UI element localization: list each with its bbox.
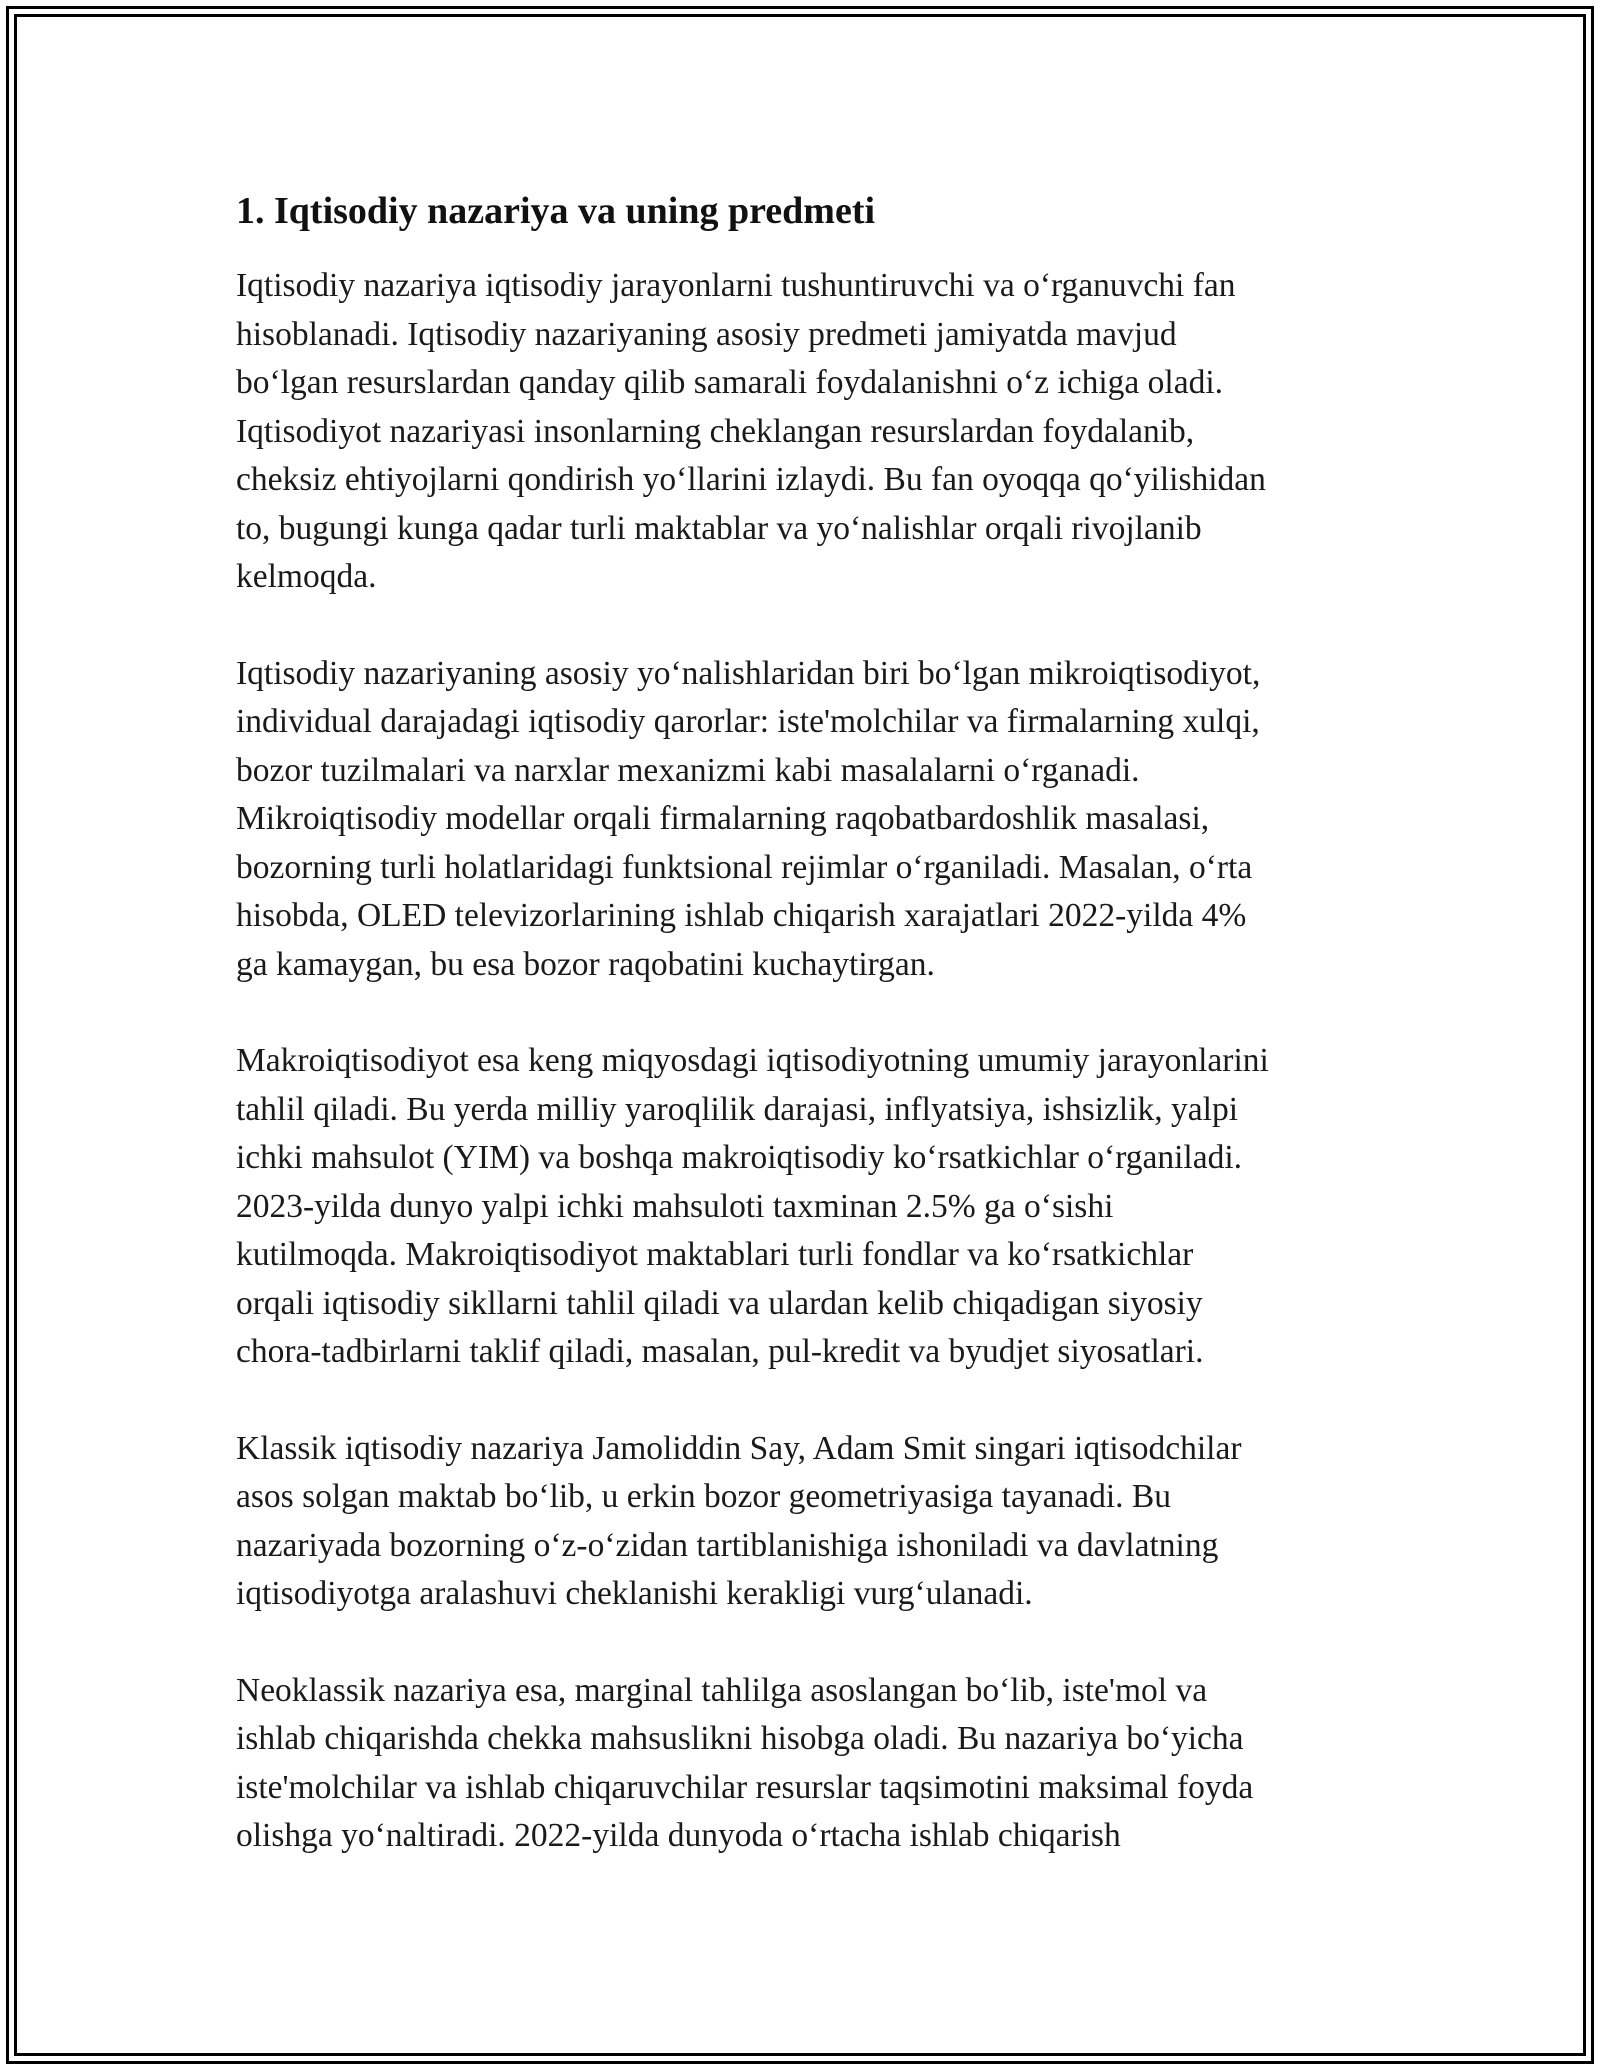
paragraph-macroeconomics: Makroiqtisodiyot esa keng miqyosdagi iqtisodiyotning umumiy jarayonlarini tahlil qiladi. Bu yerda milliy yaroqlilik darajasi, inflyatsiya, ishsizlik, yalpi ichki mahsulot (YIM) va boshqa makroiqtisodiy ko‘rsatkichlar o‘rganiladi. 2023-yilda dunyo yalpi ichki mahsuloti taxminan 2.5% ga o‘sishi kutilmoqda. Makroiqtisodiyot maktablari turli fondlar va ko‘rsatkichlar orqali iqtisodiy sikllarni tahlil qiladi va ulardan kelib chiqadigan siyosiy chora-tadbirlarni taklif qiladi, masalan, pul-kredit va byudjet siyosatlari. bbox=[236, 1042, 1269, 1370]
paragraph-intro: Iqtisodiy nazariya iqtisodiy jarayonlarni tushuntiruvchi va o‘rganuvchi fan hisoblanadi. Iqtisodiy nazariyaning asosiy predmeti jamiyatda mavjud bo‘lgan resurslardan qanday qilib samarali foydalanishni o‘z ichiga oladi. Iqtisodiyot nazariyasi insonlarning cheklangan resurslardan foydalanib, cheksiz ehtiyojlarni qondirish yo‘llarini izlaydi. Bu fan oyoqqa qo‘yilishidan to, bugungi kunga qadar turli maktablar va yo‘nalishlar orqali rivojlanib kelmoqda. bbox=[236, 267, 1266, 595]
paragraph-microeconomics: Iqtisodiy nazariyaning asosiy yo‘nalishlaridan biri bo‘lgan mikroiqtisodiyot, individual darajadagi iqtisodiy qarorlar: iste'molchilar va firmalarning xulqi, bozor tuzilmalari va narxlar mexanizmi kabi masalalarni o‘rganadi. Mikroiqtisodiy modellar orqali firmalarning raqobatbardoshlik masalasi, bozorning turli holatlaridagi funktsional rejimlar o‘rganiladi. Masalan, o‘rta hisobda, OLED televizorlarining ishlab chiqarish xarajatlari 2022-yilda 4% ga kamaygan, bu esa bozor raqobatini kuchaytirgan. bbox=[236, 654, 1261, 983]
paragraph-classical-theory: Klassik iqtisodiy nazariya Jamoliddin Say, Adam Smit singari iqtisodchilar asos solgan maktab bo‘lib, u erkin bozor geometriyasiga tayanadi. Bu nazariyada bozorning o‘z-o‘zidan tartiblanishiga ishoniladi va davlatning iqtisodiyotga aralashuvi cheklanishi kerakligi vurg‘ulanadi. bbox=[236, 1429, 1242, 1612]
section-title: 1. Iqtisodiy nazariya va uning predmeti bbox=[236, 190, 876, 232]
paragraph-neoclassical-theory: Neoklassik nazariya esa, marginal tahlilga asoslangan bo‘lib, iste'mol va ishlab chiqarishda chekka mahsuslikni hisobga oladi. Bu nazariya bo‘yicha iste'molchilar va ishlab chiqaruvchilar resurslar taqsimotini maksimal foyda olishga yo‘naltiradi. 2022-yilda dunyoda o‘rtacha ishlab chiqarish bbox=[236, 1671, 1254, 1854]
document-body bbox=[236, 186, 1416, 1909]
